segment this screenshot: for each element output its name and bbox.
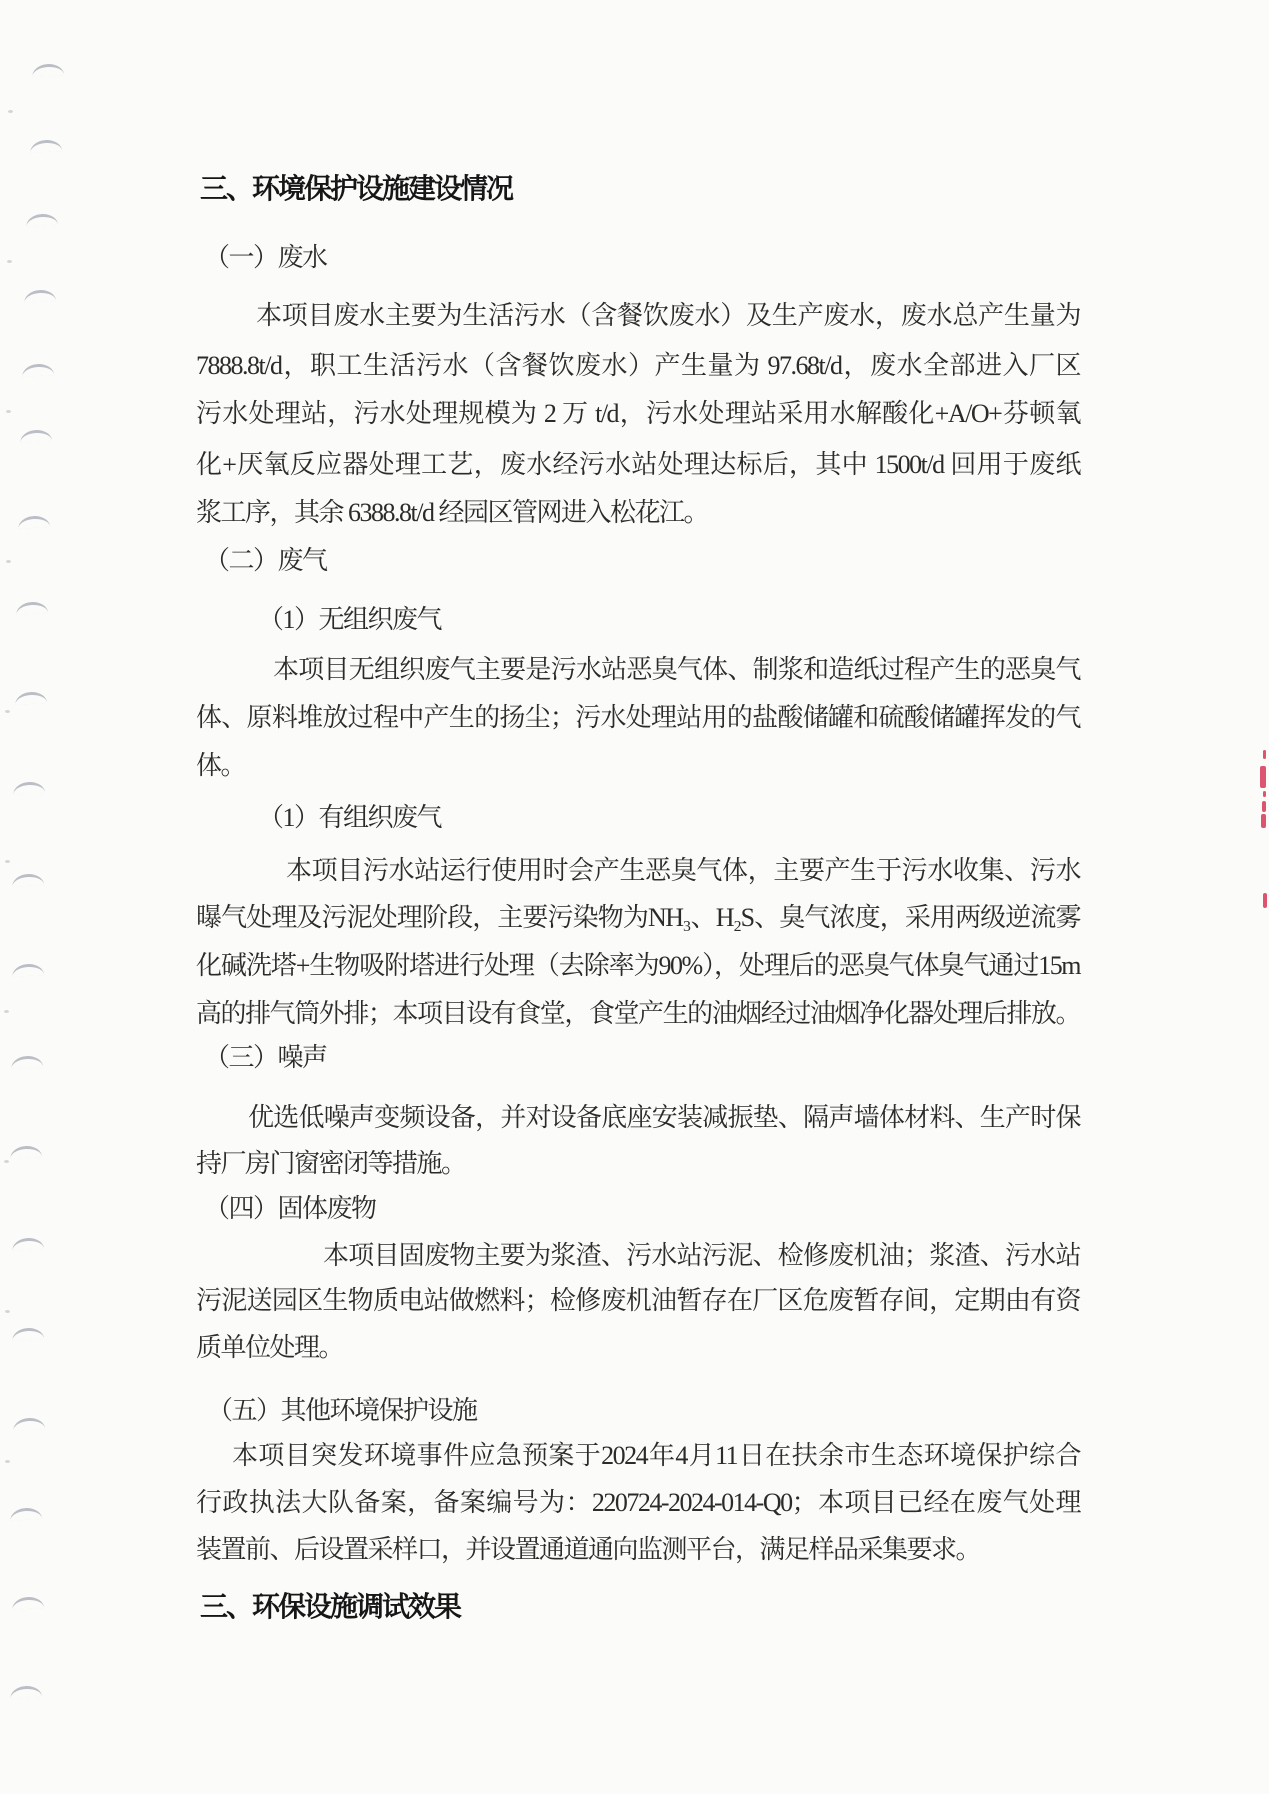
text-line: （1）有组织废气	[258, 803, 442, 832]
text-line: 曝气处理及污泥处理阶段，主要污染物为NH₃、H₂S、臭气浓度，采用两级逆流雾	[196, 903, 1080, 932]
text-line: （四）固体废物	[204, 1194, 376, 1223]
text-line: 体。	[196, 751, 246, 780]
text-line: （五）其他环境保护设施	[207, 1396, 477, 1425]
binding-arc-mark	[12, 963, 45, 977]
red-ink-mark	[1263, 893, 1267, 908]
binding-arc-mark	[13, 1417, 46, 1431]
binding-arc-mark	[16, 601, 49, 615]
binding-arc-mark	[22, 363, 55, 377]
text-line: 化碱洗塔+生物吸附塔进行处理（去除率为90%），处理后的恶臭气体臭气通过15m	[196, 951, 1080, 980]
red-ink-mark	[1260, 766, 1266, 788]
text-line: 本项目污水站运行使用时会产生恶臭气体，主要产生于污水收集、污水	[286, 856, 1080, 885]
text-line: （1）无组织废气	[258, 605, 442, 634]
red-ink-mark	[1261, 814, 1266, 828]
red-ink-mark	[1263, 791, 1266, 797]
text-line: 本项目突发环境事件应急预案于2024年4月11日在扶余市生态环境保护综合	[232, 1441, 1080, 1470]
binding-arc-mark	[18, 515, 51, 529]
binding-arc-mark	[15, 691, 48, 705]
paper-speckle	[4, 1160, 9, 1163]
paper-speckle	[6, 560, 11, 563]
text-line: 本项目固废物主要为浆渣、污水站污泥、检修废机油；浆渣、污水站	[323, 1241, 1080, 1270]
text-line: 浆工序，其余 6388.8t/d 经园区管网进入松花江。	[196, 498, 708, 527]
binding-arc-mark	[12, 1327, 45, 1341]
binding-arc-mark	[12, 873, 45, 887]
text-line: 行政执法大队备案，备案编号为：220724-2024-014-Q0；本项目已经在废气处理	[196, 1488, 1080, 1517]
binding-arc-mark	[24, 289, 57, 303]
binding-arc-mark	[10, 1145, 43, 1159]
red-ink-mark	[1263, 750, 1266, 759]
text-line: 优选低噪声变频设备，并对设备底座安装减振垫、隔声墙体材料、生产时保	[248, 1103, 1080, 1132]
binding-arc-mark	[26, 213, 59, 227]
binding-arc-mark	[12, 1596, 45, 1610]
text-line: 体、原料堆放过程中产生的扬尘；污水处理站用的盐酸储罐和硫酸储罐挥发的气	[196, 703, 1080, 732]
text-line: 本项目无组织废气主要是污水站恶臭气体、制浆和造纸过程产生的恶臭气	[273, 655, 1080, 684]
paper-speckle	[5, 860, 10, 863]
binding-arc-mark	[30, 139, 63, 153]
binding-arc-mark	[13, 781, 46, 795]
text-line: 高的排气筒外排；本项目设有食堂，食堂产生的油烟经过油烟净化器处理后排放。	[196, 999, 1080, 1028]
section-title: 三、环保设施调试效果	[200, 1591, 461, 1622]
paper-speckle	[4, 1010, 9, 1013]
text-line: （二）废气	[204, 546, 327, 575]
binding-arc-mark	[20, 429, 53, 443]
paper-speckle	[5, 710, 10, 713]
binding-arc-mark	[12, 1237, 45, 1251]
text-line: 污泥送园区生物质电站做燃料；检修废机油暂存在厂区危废暂存间，定期由有资	[196, 1286, 1080, 1315]
paper-speckle	[6, 410, 11, 413]
binding-arc-mark	[11, 1055, 44, 1069]
binding-arc-mark	[10, 1507, 43, 1521]
text-line: 本项目废水主要为生活污水（含餐饮废水）及生产废水，废水总产生量为	[256, 301, 1080, 330]
paper-speckle	[8, 110, 13, 113]
paper-speckle	[7, 260, 12, 263]
text-line: 7888.8t/d，职工生活污水（含餐饮废水）产生量为 97.68t/d，废水全部进入厂区	[196, 351, 1080, 380]
text-line: 质单位处理。	[196, 1333, 344, 1362]
binding-arc-mark	[10, 1685, 43, 1699]
binding-arc-mark	[32, 63, 65, 77]
text-line: 持厂房门窗密闭等措施。	[196, 1149, 466, 1178]
text-line: 污水处理站，污水处理规模为 2 万 t/d，污水处理站采用水解酸化+A/O+芬顿氧	[196, 399, 1080, 428]
text-line: 装置前、后设置采样口，并设置通道通向监测平台，满足样品采集要求。	[196, 1535, 981, 1564]
text-line: （三）噪声	[204, 1043, 327, 1072]
text-line: （一）废水	[204, 243, 327, 272]
paper-speckle	[5, 1460, 10, 1463]
red-ink-mark	[1262, 801, 1266, 812]
paper-speckle	[5, 1310, 10, 1313]
text-line: 化+厌氧反应器处理工艺，废水经污水站处理达标后，其中 1500t/d 回用于废纸	[196, 450, 1080, 479]
section-title: 三、环境保护设施建设情况	[200, 173, 513, 204]
